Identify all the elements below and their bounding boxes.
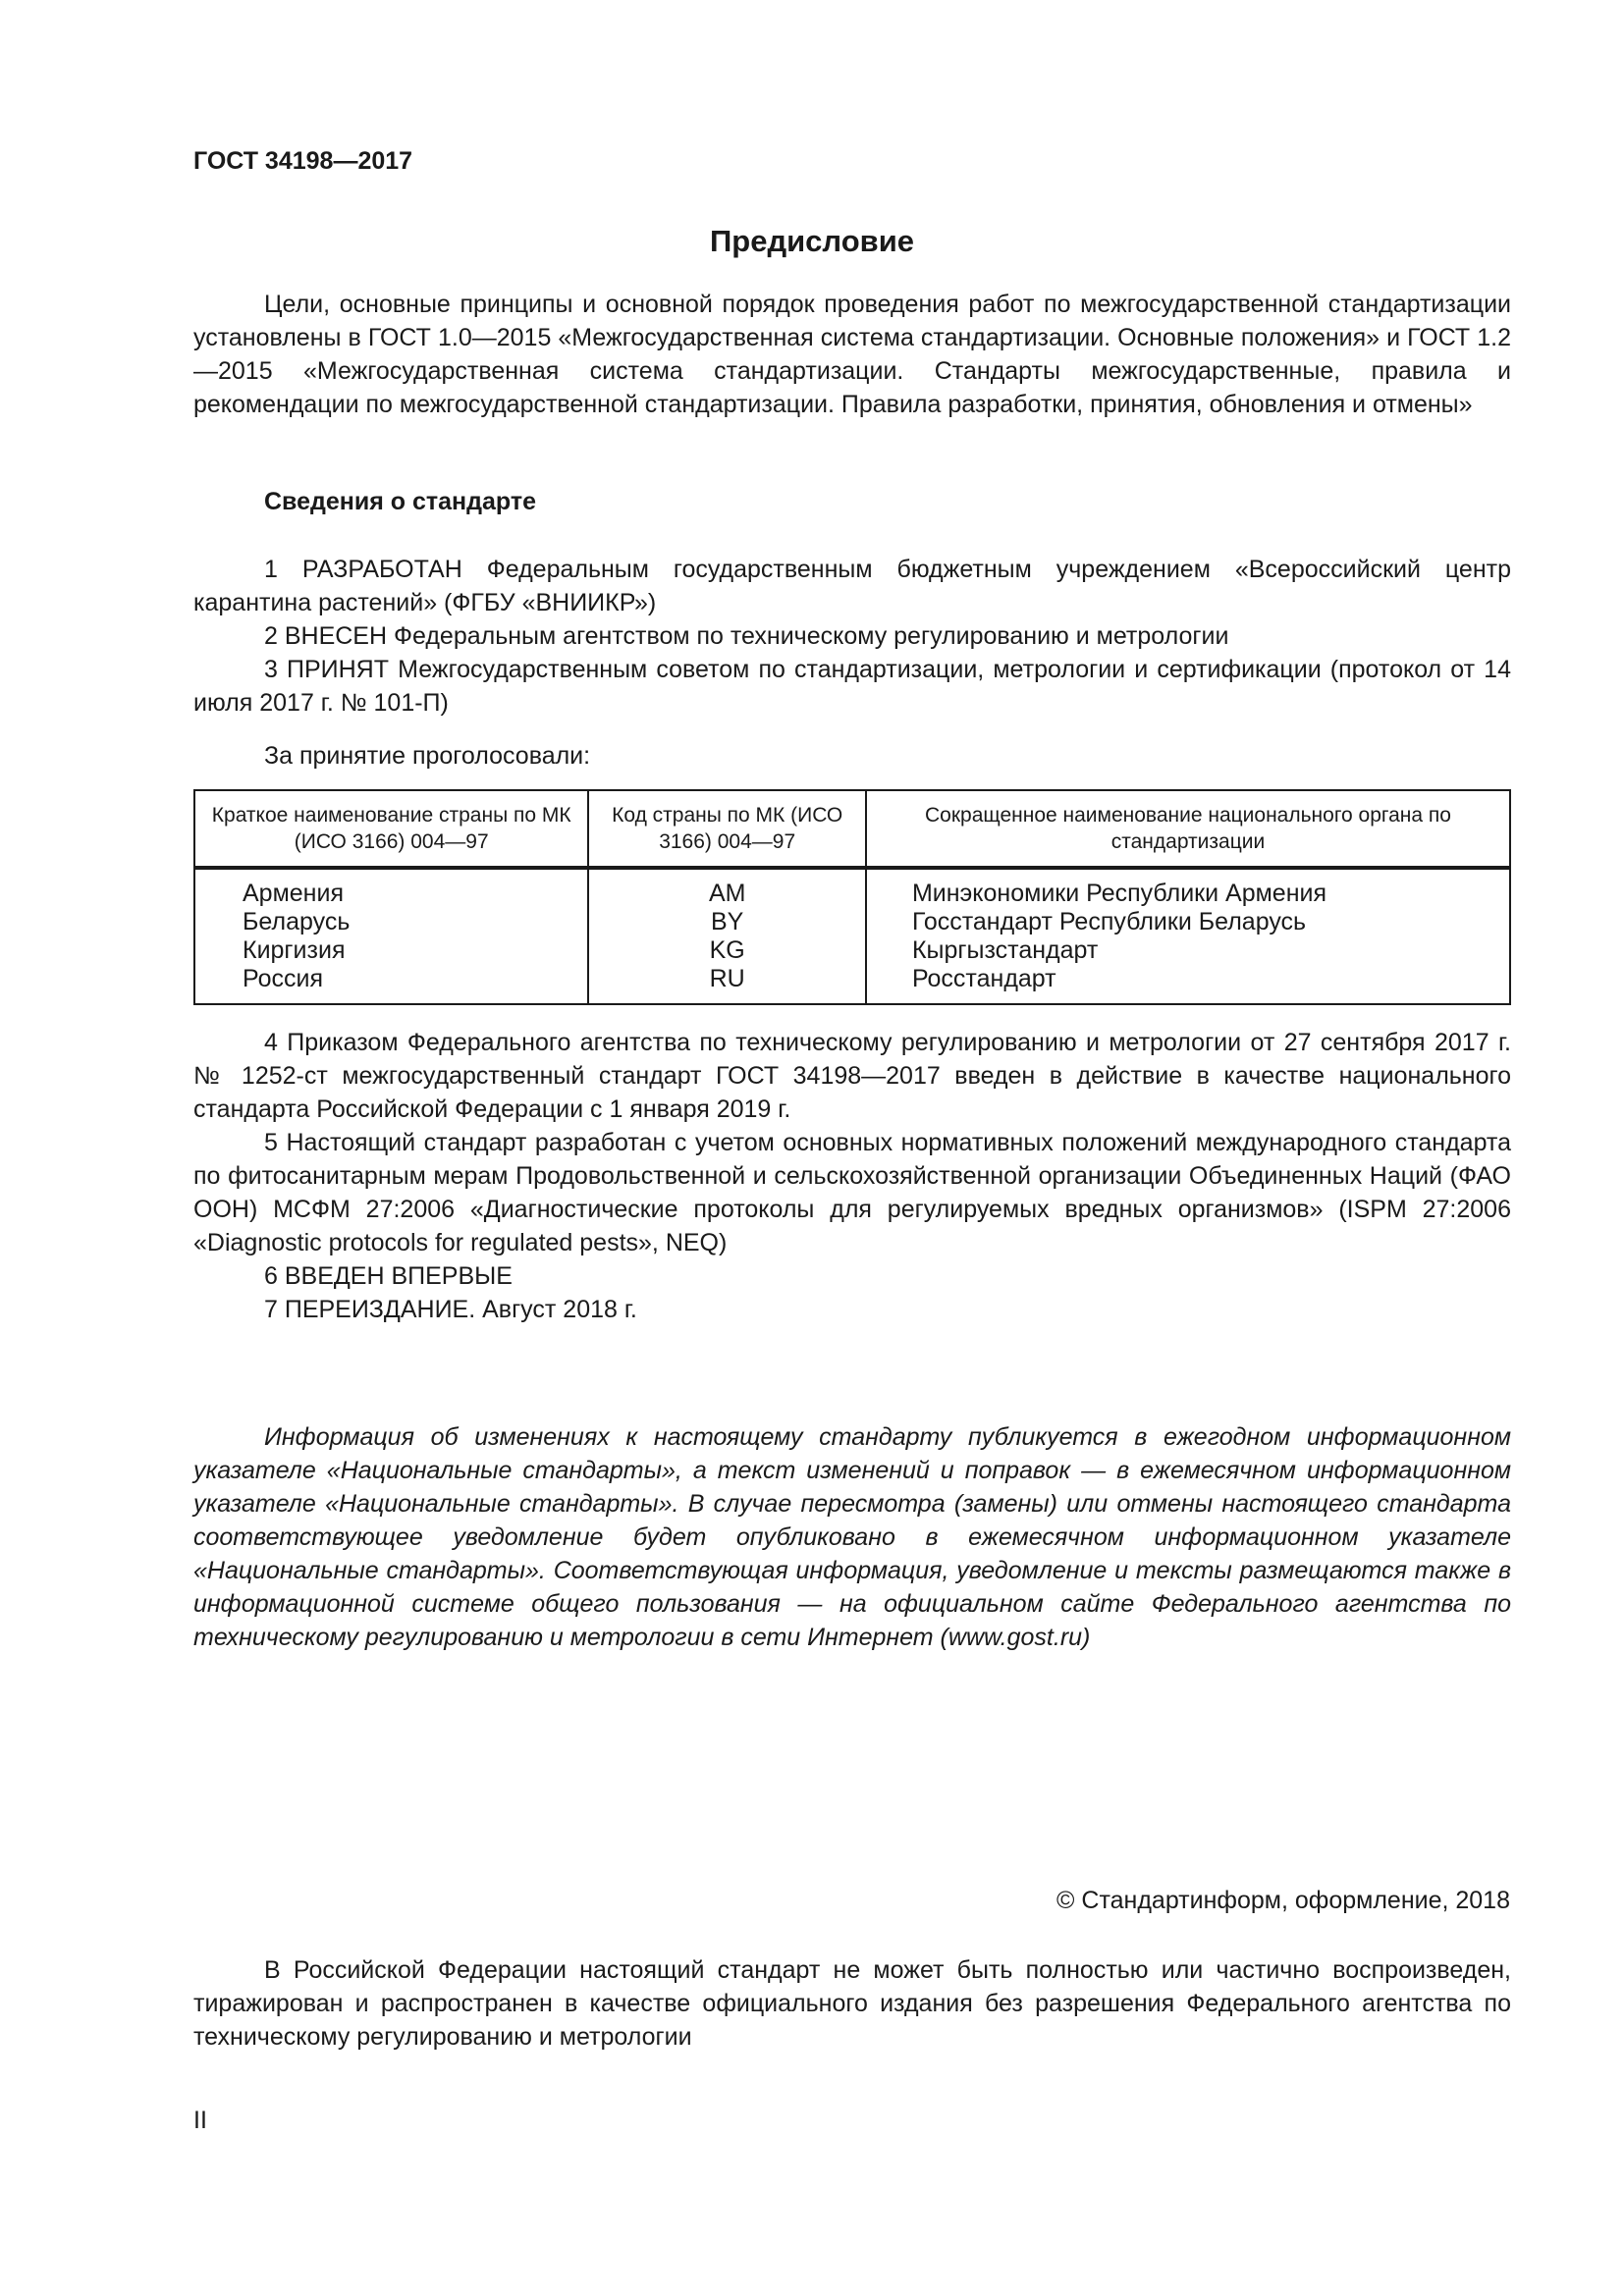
info-item: 6 ВВЕДЕН ВПЕРВЫЕ bbox=[264, 1262, 513, 1290]
header-country-code: Код страны по МК (ИСО 3166) 004—97 bbox=[588, 790, 866, 868]
table-row bbox=[194, 936, 1510, 965]
info-item: 7 ПЕРЕИЗДАНИЕ. Август 2018 г. bbox=[264, 1296, 637, 1323]
table-row bbox=[194, 868, 1510, 908]
vote-label: За принятие проголосовали: bbox=[264, 742, 591, 770]
table-row bbox=[194, 965, 1510, 1004]
info-item: 2 ВНЕСЕН Федеральным агентством по техническому регулированию и метрологии bbox=[264, 622, 1229, 650]
info-item: 5 Настоящий стандарт разработан с учетом основных нормативных положений международного стандарта по фитосанитарным мерам Продовольственной и сельскохозяйственной организации Объединенных Наций (ФАО ООН) МСФМ 27:2006 «Диагностические протоколы для регулируемых вредных организмов» (ISPM 27:2006 «Diagnostic protocols for regulated pests», NEQ) bbox=[193, 1129, 1511, 1256]
intro-paragraph: Цели, основные принципы и основной порядок проведения работ по межгосударственной стандартизации установлены в ГОСТ 1.0—2015 «Межгосударственная система стандартизации. Основные положения» и ГОСТ 1.2—2015 «Межгосударственная система стандартизации. Стандарты межгосударственные, правила и рекомендации по межгосударственной стандартизации. Правила разработки, принятия, обновления и отмены» bbox=[193, 291, 1511, 418]
page-title: Предисловие bbox=[709, 224, 914, 258]
page-number: II bbox=[193, 2107, 207, 2134]
info-heading: Сведения о стандарте bbox=[264, 488, 537, 515]
rights-paragraph: В Российской Федерации настоящий стандарт не может быть полностью или частично воспроизведен, тиражирован и распространен в качестве официального издания без разрешения Федерального агентства по техническому регулированию и метрологии bbox=[193, 1956, 1511, 2051]
country-name: Беларусь bbox=[194, 908, 588, 936]
changes-notice bbox=[193, 1420, 1511, 1654]
table-row bbox=[194, 908, 1510, 936]
notice-paragraph: Информация об изменениях к настоящему стандарту публикуется в ежегодном информационном указателе «Национальные стандарты», а текст изменений и поправок — в ежемесячном информационном указателе «Национальные стандарты». В случае пересмотра (замены) или отмены настоящего стандарта соответствующее уведомление будет опубликовано в ежемесячном информационном указателе «Национальные стандарты». Соответствующая информация, уведомление и тексты размещаются также в информационной системе общего пользования — на официальном сайте Федерального агентства по техническому регулированию и метрологии в сети Интернет (www.gost.ru) bbox=[193, 1423, 1511, 1651]
country-name: Киргизия bbox=[194, 936, 588, 965]
intro-section bbox=[193, 288, 1511, 421]
header-standards-body: Сокращенное наименование национального органа по стандартизации bbox=[866, 790, 1510, 868]
country-name: Россия bbox=[194, 965, 588, 1004]
standards-body: Кыргызстандарт bbox=[866, 936, 1510, 965]
rights-section bbox=[193, 1953, 1511, 2054]
standard-code: ГОСТ 34198—2017 bbox=[193, 147, 413, 175]
header-country-name: Краткое наименование страны по МК (ИСО 3166) 004—97 bbox=[194, 790, 588, 868]
member-countries-table bbox=[193, 789, 1511, 1005]
info-items-continued bbox=[193, 1026, 1511, 1326]
country-code: KG bbox=[588, 936, 866, 965]
table-header-row bbox=[194, 790, 1510, 868]
standards-body: Госстандарт Республики Беларусь bbox=[866, 908, 1510, 936]
copyright-line: © Стандартинформ, оформление, 2018 bbox=[1056, 1887, 1510, 1914]
country-code: RU bbox=[588, 965, 866, 1004]
info-item: 3 ПРИНЯТ Межгосударственным советом по стандартизации, метрологии и сертификации (протокол от 14 июля 2017 г. № 101-П) bbox=[193, 656, 1511, 717]
standards-body: Минэкономики Республики Армения bbox=[866, 868, 1510, 908]
country-name: Армения bbox=[194, 868, 588, 908]
country-code: AM bbox=[588, 868, 866, 908]
info-item: 4 Приказом Федерального агентства по техническому регулированию и метрологии от 27 сентября 2017 г. № 1252-ст межгосударственный стандарт ГОСТ 34198—2017 введен в действие в качестве национального стандарта Российской Федерации с 1 января 2019 г. bbox=[193, 1029, 1511, 1123]
standards-body: Росстандарт bbox=[866, 965, 1510, 1004]
info-item: 1 РАЗРАБОТАН Федеральным государственным бюджетным учреждением «Всероссийский центр карантина растений» (ФГБУ «ВНИИКР») bbox=[193, 556, 1511, 616]
country-code: BY bbox=[588, 908, 866, 936]
info-items-section bbox=[193, 553, 1511, 720]
